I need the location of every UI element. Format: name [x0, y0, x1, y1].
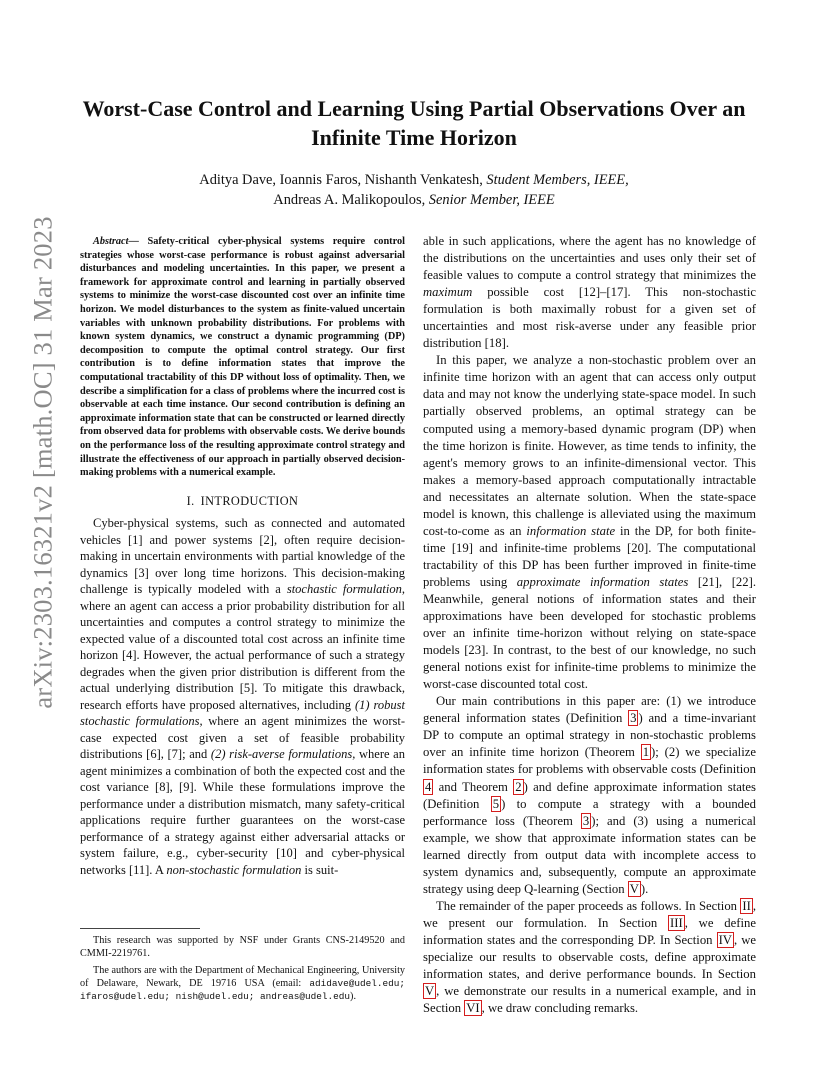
text-run: , we define information states and the corresponding DP. In Section — [423, 915, 757, 947]
text-run: ). — [640, 881, 649, 896]
ref-link-theorem[interactable]: 3 — [582, 813, 590, 828]
text-run: [21], [22]. Meanwhile, general notions of information states and their approximations have been developed for stochastic problems over an infinite time-horizon without relying on state-space models [23]. In contrast, to the best of our knowledge, no such general notions exist for infinite-time problems to minimize the worst-case discounted total cost. — [423, 574, 757, 692]
paper-title: Worst-Case Control and Learning Using Partial Observations Over an Infinite Time Horizon — [82, 96, 746, 150]
ref-link-theorem[interactable]: 2 — [515, 779, 522, 794]
intro-paragraph-1 — [80, 515, 405, 878]
section-number: I. — [186, 493, 195, 508]
ref-link-theorem[interactable]: 1 — [642, 745, 650, 760]
arxiv-stamp — [27, 215, 59, 709]
text-run: is suit- — [301, 862, 339, 877]
text-run: The remainder of the paper proceeds as follows. In Section — [436, 898, 741, 913]
abstract-text: — Safety-critical cyber-physical systems require control strategies whose worst-case performance is robust against adversarial disturbances and modeling uncertainties. In this paper, we present a framework for approximate control and learning in partially observed systems to minimize the worst-case discounted cost over an infinite time horizon. We model disturbances to the system as finite-valued uncertain variables with unknown probability distributions. For problems with known system dynamics, we construct a dynamic programming (DP) decomposition to compute the optimal control strategy. Our first contribution is to define information states that improve the computational tractability of this DP without loss of optimality. Then, we describe a simplification for a class of problems where the incurred cost is observable at each time instance. Our second contribution is defining an approximate information state that can be constructed or learned directly from observed data for problems with observable costs. We derive bounds on the performance loss of the resulting approximate control strategy and illustrate the effectiveness of our approach in partially observed decision-making problems with a numerical example. — [80, 236, 405, 479]
text-run: Our main contributions in this paper are: (1) we introduce general information states (Definition — [423, 694, 756, 726]
footnote-rule — [80, 928, 200, 929]
text-run: The authors are with the Department of Mechanical Engineering, University of Delaware, Newark, DE 19716 USA (email: — [80, 965, 405, 989]
emph-run: maximum — [423, 285, 473, 300]
emph-run: stochastic formulation — [286, 582, 402, 597]
author-names-2: Andreas A. Malikopoulos, — [273, 191, 426, 208]
text-run: , we demonstrate our results in a numerical example, and in Section — [423, 984, 756, 1016]
author-block — [100, 171, 728, 210]
text-run: ). — [350, 991, 356, 1002]
ref-link-section[interactable]: II — [742, 898, 751, 913]
emph-run: information state — [526, 523, 616, 538]
author-names-1: Aditya Dave, Ioannis Faros, Nishanth Venkatesh, — [199, 172, 483, 188]
text-run: In this paper, we analyze a non-stochastic problem over an infinite time horizon with an agent that can access only output data and may not know the underlying state-space model. In such partially observed problems, an optimal strategy can be computed using a memory-based dynamic program (DP) when the time horizon is finite. However, as time tends to infinity, the agent's memory grows to an infinite-dimensional vector. This makes a memory-based approach computationally intractable and necessitates an alternate solution. When the state-space model is known, this challenge is alleviated using the maximum cost-to-come as an — [423, 353, 756, 538]
section-title: INTRODUCTION — [200, 493, 299, 508]
abstract — [80, 235, 405, 480]
right-paragraph-3 — [423, 693, 756, 898]
text-run: where an agent minimizes a combination of both the expected cost and the cost variance [8], [9]. While these formulations improve the performance under a distribution mismatch, many safety-critical applications require further guarantees on the worst-case performance of a strategy against either adversarial attacks or system failure, e.g., cyber-security [10] and cyber-physical networks [11]. A — [80, 747, 405, 877]
section-heading-introduction — [80, 493, 405, 510]
text-run: ); (2) we specialize information states for problems with observable costs (Definition — [423, 745, 756, 777]
emph-run: (2) risk-averse formulations, — [210, 747, 356, 762]
text-run: in the DP, for both finite-time [19] and infinite-time problems [20]. The computational tractability of this DP has been further improved in finite-time problems using — [423, 523, 757, 589]
ref-link-section[interactable]: VI — [466, 1001, 480, 1016]
right-paragraph-2 — [423, 352, 756, 693]
text-run: and Theorem — [433, 779, 514, 794]
right-column — [423, 233, 756, 1017]
ref-link-section[interactable]: III — [670, 915, 683, 930]
emph-run: (1) robust stochastic formulations, — [80, 697, 405, 729]
ref-link-section[interactable]: V — [425, 984, 435, 999]
emph-run: non-stochastic formulation — [166, 862, 302, 877]
text-run: , we present our formulation. In Section — [423, 898, 756, 930]
text-run: ) to compute a strategy with a bounded performance loss (Theorem — [423, 796, 756, 828]
arxiv-stamp-text: arXiv:2303.16321v2 [math.OC] 31 Mar 2023 — [27, 215, 58, 709]
text-run: where an agent minimizes the worst-case expected cost given a set of feasible probability distributions [6], [7]; and — [80, 714, 405, 762]
ref-link-definition[interactable]: 3 — [630, 711, 637, 726]
author-line-2 — [100, 191, 728, 211]
footnote-affiliation — [80, 964, 405, 1003]
author-role-1: Student Members, IEEE, — [486, 172, 629, 188]
text-run: ) and define approximate information states (Definition — [423, 779, 756, 811]
ref-link-definition[interactable]: 5 — [492, 796, 500, 811]
text-run: , where an agent can access a prior probability distribution for all uncertainties and computes a control strategy to minimize the expected value of a discounted total cost across an infinite time horizon [4]. However, the actual performance of such a strategy degrades when the given prior distribution is different from the actual underlying distribution [5]. To mitigate this drawback, research efforts have proposed alternatives, including — [80, 582, 406, 712]
footnotes — [80, 934, 405, 1007]
text-run: able in such applications, where the agent has no knowledge of the distributions on the uncertainties and uses only their set of feasible values to compute a control strategy that minimizes the — [423, 234, 756, 283]
text-run: Cyber-physical systems, such as connected and automated vehicles [1] and power systems [2], often require decision-making in uncertain environments with partial knowledge of the dynamics [3] over long time horizons. This decision-making challenge is typically modeled with a — [80, 516, 405, 597]
text-run: ); and (3) using a numerical example, we show that approximate information states can be learned directly from output data with incomplete access to system dynamics and, subsequently, compute an approximate strategy using deep Q-learning (Section — [423, 813, 756, 896]
abstract-lead: Abstract — [93, 236, 129, 247]
footnote-funding: This research was supported by NSF under Grants CNS-2149520 and CMMI-2219761. — [80, 935, 405, 959]
emph-run: approximate information states — [516, 574, 689, 589]
text-run: , we specialize our results to observable costs, define approximate information states, and derive performance bounds. In Section — [423, 932, 756, 982]
text-run: , we draw concluding remarks. — [481, 1001, 639, 1016]
ref-link-section[interactable]: IV — [718, 932, 732, 947]
left-column — [80, 235, 405, 878]
author-line-1 — [100, 171, 728, 191]
author-emails: adidave@udel.edu; ifaros@udel.edu; nish@udel.edu; andreas@udel.edu — [80, 978, 405, 1002]
ref-link-section[interactable]: V — [629, 881, 639, 896]
author-role-2: Senior Member, IEEE — [428, 191, 555, 208]
right-paragraph-4 — [423, 898, 756, 1017]
right-paragraph-1 — [423, 233, 756, 352]
text-run: ) and a time-invariant DP to compute an optimal strategy in non-stochastic problems over an infinite time horizon (Theorem — [423, 711, 757, 760]
ref-link-definition[interactable]: 4 — [425, 779, 432, 794]
text-run: possible cost [12]–[17]. This non-stochastic formulation is both maximally robust for a given set of uncertainties and most risk-averse under any feasible prior distribution [18]. — [423, 285, 756, 351]
